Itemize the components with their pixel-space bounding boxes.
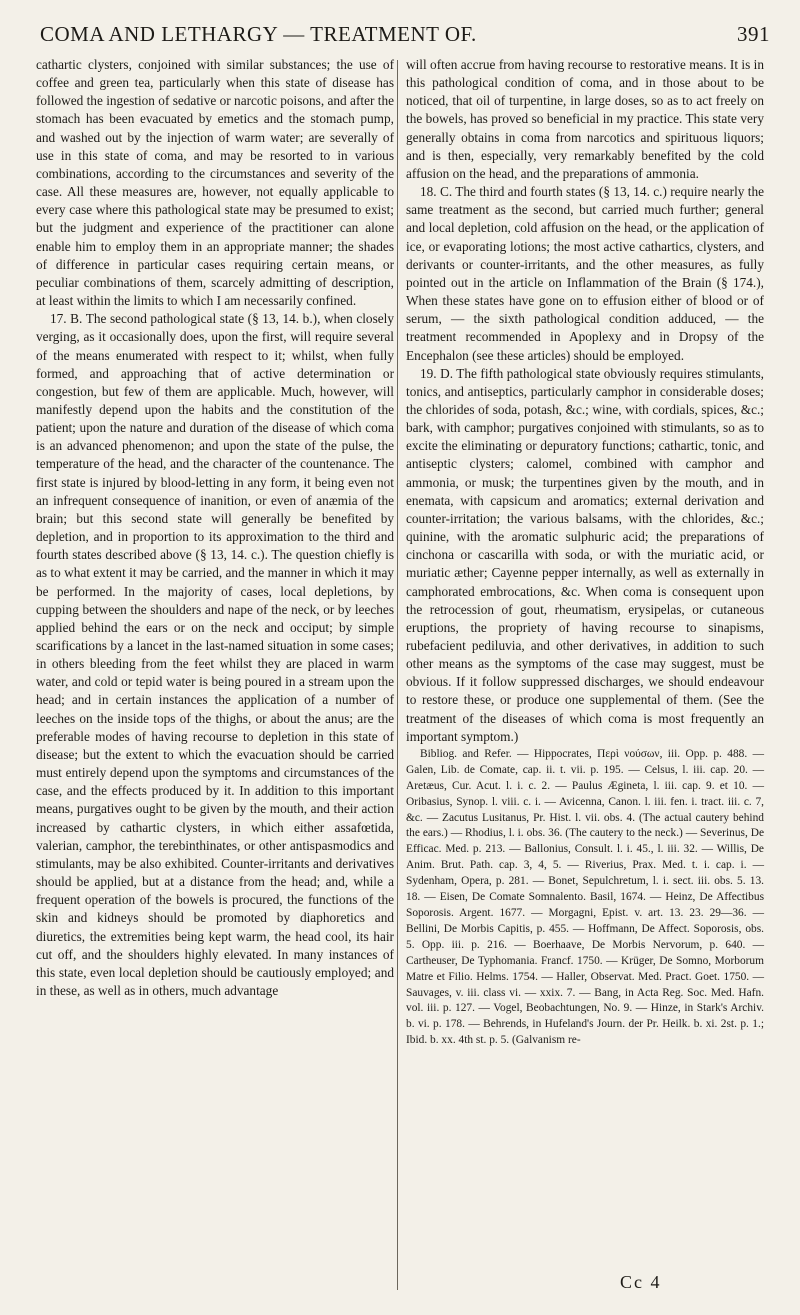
paragraph: 18. C. The third and fourth states (§ 13, 14. c.) require nearly the same treatment as the second, but carried much further; general and local depletion, cold affusion on the head, or the application of ice, or evaporating lotions; the most active cathartics, clysters, and derivants or counter-irritants, and the other measures, as fully pointed out in the article on Inflammation of the Brain (§ 174.), When these states have gone on to effusion either of blood or of serum, — the sixth pathological condition adduced, — the treatment recommended in Apoplexy and in Dropsy of the Encephalon (see these articles) should be employed. <box>406 184 764 363</box>
signature-mark: Cc 4 <box>620 1272 662 1292</box>
right-column <box>406 56 764 1049</box>
page-header <box>40 22 770 56</box>
column-divider <box>397 60 398 1290</box>
running-title: COMA AND LETHARGY — TREATMENT OF. <box>40 22 477 46</box>
paragraph: 17. B. The second pathological state (§ 13, 14. b.), when closely verging, as it occasionally does, upon the first, will require several of the means enumerated with respect to it; whilst, when fully formed, and approaching that of active determination or congestion, but few of them are applicable. Much, however, will manifestly depend upon the habits and the constitution of the patient; upon the nature and duration of the disease of which coma is an advanced phenomenon; and upon the state of the pulse, the temperature of the head, and the character of the countenance. The first state is injured by blood-letting in any form, it being even not an infrequent consequence of inanition, or even of anæmia of the brain; but this second state will generally be benefited by depletion, and in proportion to its approximation to the third and fourth states described above (§ 13, 14. c.). The question chiefly is as to what extent it may be carried, and the manner in which it may be performed. In the majority of cases, local depletions, by cupping between the shoulders and nape of the neck, or by leeches applied behind the ears or on the neck and occiput; by simple scarifications by a lancet in the last-named situation in some cases; in others bleeding from the feet whilst they are placed in warm water, and cold or tepid water is being poured in a stream upon the head; and in certain instances the application of a number of leeches on the inside tops of the thighs, or about the anus; are the preferable modes of having recourse to depletion in this state of disease; but the extent to which the evacuation should be carried must entirely depend upon the symptoms and circumstances of the case, and the effects produced by it. In addition to this important means, purgatives ought to be given by the mouth, and their action increased by cathartic clysters, in which either assafœtida, valerian, camphor, the terebinthinates, or other antispasmodics and stimulants, may be also exhibited. Counter-irritants and derivatives should be applied, but at a distance from the head; and, while a frequent operation of the bowels is procured, the functions of the skin and kidneys should be promoted by diaphoretics and diuretics, the extremities being kept warm, the head cool, its hair cut off, and the shoulders highly elevated. In many instances of this state, even local depletion should be cautiously employed; and in these, as well as in others, much advantage <box>36 311 394 998</box>
paragraph: cathartic clysters, conjoined with similar substances; the use of coffee and green tea, particularly when this state of disease has followed the ingestion of sedative or narcotic poisons, and after the stomach has been evacuated by emetics and the stomach pump, and washed out by the injection of warm water; are severally of use in this state of coma, and may be resorted to in various combinations, according to the circumstances and severity of the case. All these measures are, however, not equally applicable to every case where this pathological state may be presumed to exist; but the judgment and experience of the practitioner can alone enable him to employ them in an appropriate manner; the shades of difference in particular cases requiring certain means, or peculiar combinations of them, scarcely admitting of description, at least within the limits to which I am necessarily confined. <box>36 57 394 309</box>
left-column <box>36 56 394 1000</box>
paragraph: 19. D. The fifth pathological state obviously requires stimulants, tonics, and antiseptics, particularly camphor in considerable doses; the chlorides of soda, potash, &c.; wine, with cordials, spices, &c.; bark, with camphor; purgatives conjoined with stimulants, so as to excite the eliminating or depuratory functions; cathartic, tonic, and antiseptic clysters; calomel, combined with camphor and ammonia, or musk; the turpentines given by the mouth, and in enemata, with capsicum and aromatics; external derivation and counter-irritation; the various balsams, with the chlorides, &c.; quinine, with the aromatic sulphuric acid; the preparations of cinchona or cascarilla with soda, or with the muriatic acid, or muriatic æther; Cayenne pepper internally, as well as externally in camphorated embrocations, &c. When coma is consequent upon the retrocession of gout, rheumatism, erysipelas, or cutaneous eruptions, the propriety of having recourse to sinapisms, rubefacient pediluvia, and other derivatives, in addition to such other means as the symptoms of the case may suggest, must be obvious. If it follow suppressed discharges, we should endeavour to restore these, or produce one supplemental of them. (See the treatment of the diseases of which coma is most frequently an important symptom.) <box>406 365 764 744</box>
page-number: 391 <box>737 22 770 46</box>
paragraph: will often accrue from having recourse to restorative means. It is in this pathological condition of coma, and in those about to be noticed, that oil of turpentine, in large doses, so as to act freely on the bowels, has proved so beneficial in my practice. This state very generally obtains in coma from narcotics and spirituous liquors; and is then, especially, very remarkably benefited by the cold affusion on the head, and the preparations of ammonia. <box>406 57 764 181</box>
bibliography: Bibliog. and Refer. — Hippocrates, Περὶ νούσων, iii. Opp. p. 488. — Galen, Lib. de Comate, cap. ii. t. vii. p. 195. — Celsus, l. iii. cap. 20. — Aretæus, Cur. Acut. l. i. c. 2. — Paulus Ægineta, l. iii. cap. 9. et 10. — Oribasius, Synop. l. viii. c. i. — Avicenna, Canon. l. iii. fen. i. tract. iii. c. 7, &c. — Zacutus Lusitanus, Pr. Hist. l. vii. obs. 4. (The actual cautery behind the ears.) — Rhodius, l. i. obs. 36. (The cautery to the neck.) — Severinus, De Efficac. Med. p. 213. — Ballonius, Consult. l. i. 45., l. iii. 32. — Willis, De Anim. Brut. Path. cap. 3, 4, 5. — Riverius, Prax. Med. t. i. cap. i. — Sydenham, Opera, p. 281. — Bonet, Sepulchretum, l. i. sect. iii. obs. 5. 13. 18. — Eisen, De Comate Somnalento. Basil, 1674. — Heinz, De Affectibus Soporosis. Argent. 1677. — Morgagni, Epist. v. art. 13. 23. 29—36. — Bellini, De Morbis Capitis, p. 455. — Hoffmann, De Affect. Soporosis, obs. 5. Opp. iii. p. 216. — Boerhaave, De Morbis Nervorum, p. 640. — Cartheuser, De Typhomania. Francf. 1750. — Krüger, De Somno, Morborum Matre et Filio. Helms. 1754. — Haller, Observat. Med. Pract. Goet. 1750. — Sauvages, v. iii. class vi. — xxix. 7. — Bang, in Acta Reg. Soc. Med. Hafn. vol. iii. p. 127. — Vogel, Beobachtungen, No. 9. — Hinze, in Stark's Archiv. b. vi. p. 178. — Behrends, in Hufeland's Journ. der Pr. Heilk. b. xi. 2st. p. 1.; Ibid. b. xx. 4th st. p. 5. (Galvanism re- <box>406 747 764 1047</box>
